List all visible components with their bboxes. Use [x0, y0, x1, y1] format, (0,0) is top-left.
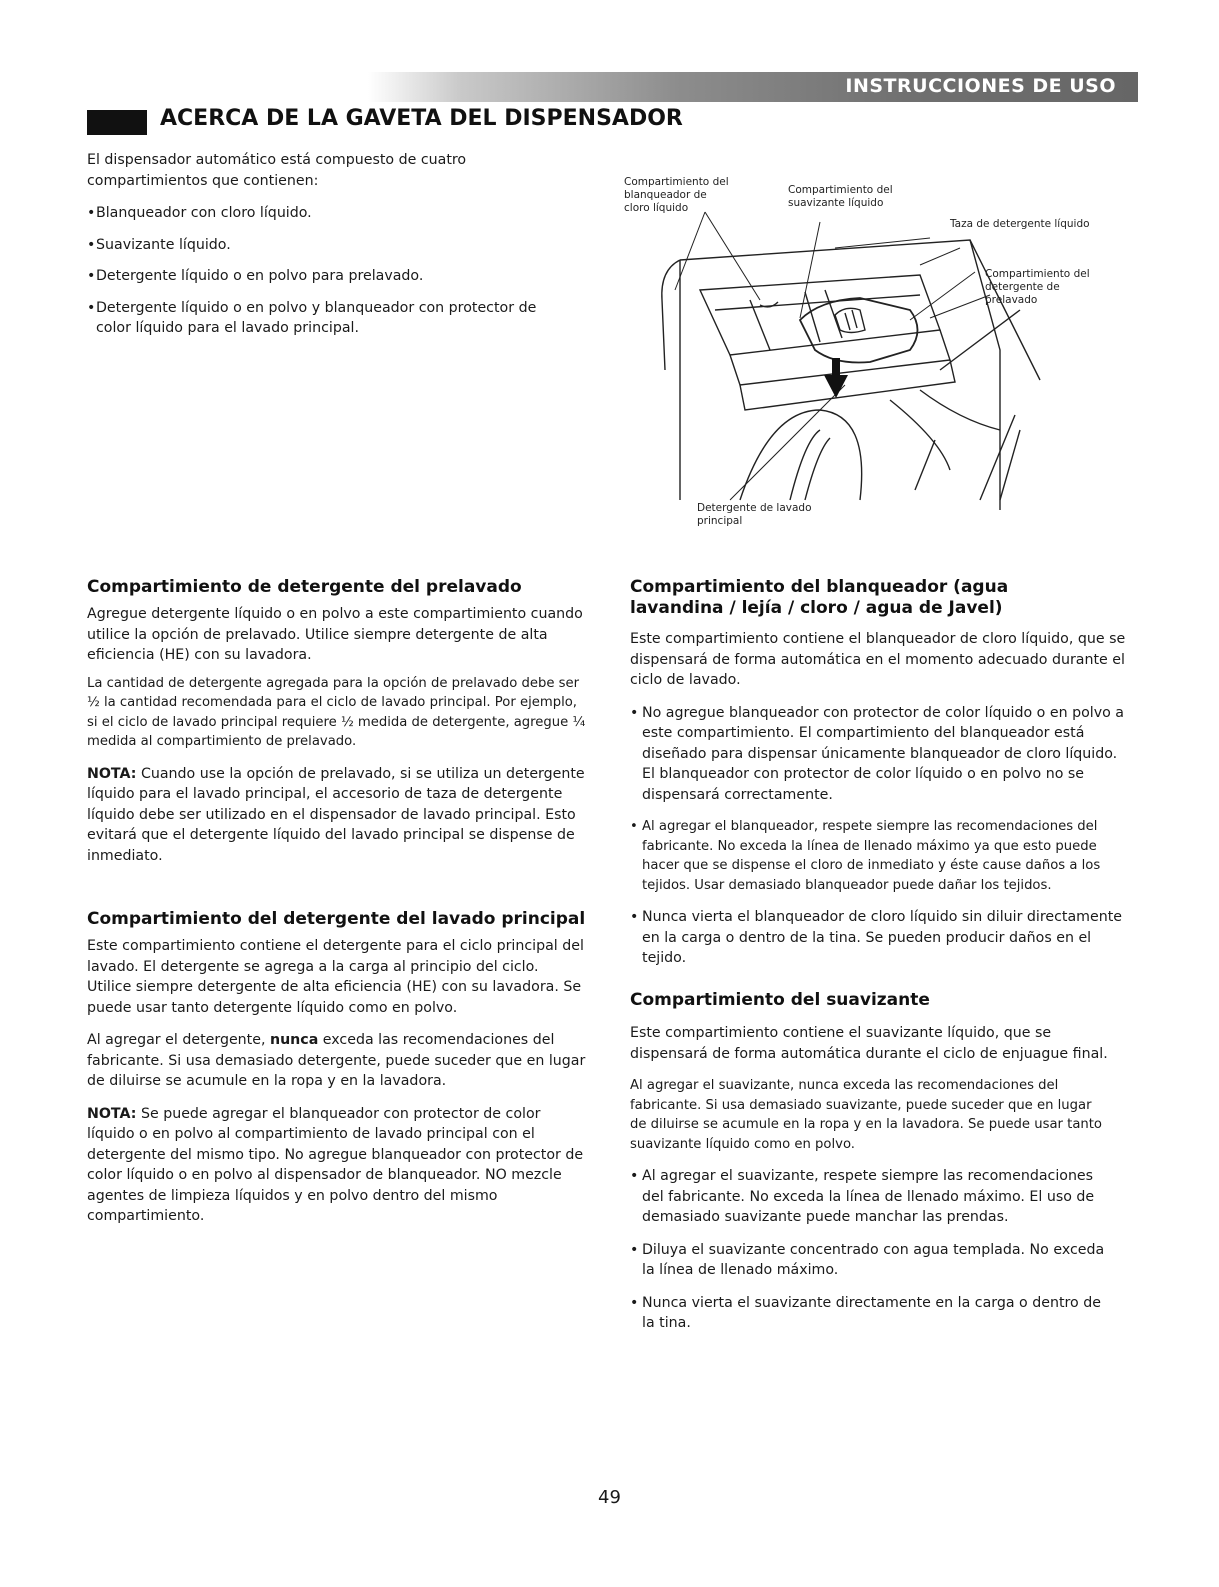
list-item: • Nunca vierta el blanqueador de cloro líquido sin diluir directamente en la carga o dentro de la tina. Se pueden producir daños en el tejido.: [630, 907, 1130, 969]
prewash-section: [87, 577, 587, 874]
list-item: • Al agregar el suavizante, respete siempre las recomendaciones del fabricante. No exceda la línea de llenado máximo. El uso de demasiado suavizante puede manchar las prendas.: [630, 1166, 1110, 1228]
down-arrow-icon: [824, 358, 848, 398]
softener-list: [630, 1166, 1110, 1334]
list-item: • Detergente líquido o en polvo para prelavado.: [87, 266, 507, 287]
main-wash-paragraph: Este compartimiento contiene el detergente para el ciclo principal del lavado. El detergente se agrega a la carga al principio del ciclo. Utilice siempre detergente de alta eficiencia (HE) con su lavadora. Se puede usar tanto detergente líquido como en polvo.: [87, 938, 584, 1016]
text-run: exceda las recomendaciones del fabricante. Si usa demasiado detergente, puede suceder que en lugar de diluirse se acumule en la ropa y en la lavadora.: [87, 1032, 586, 1089]
prewash-paragraph: La cantidad de detergente agregada para la opción de prelavado debe ser ½ la cantidad recomendada para el ciclo de lavado principal. Por ejemplo, si el ciclo de lavado principal requiere ½ medida de detergente, agregue ¼ medida al compartimiento de prelavado.: [87, 675, 586, 749]
label-main-wash-detergent: Detergente de lavado principal: [697, 502, 812, 527]
list-item: • Detergente líquido o en polvo y blanqueador con protector de color líquido para el lavado principal.: [87, 298, 566, 339]
softener-paragraph: Al agregar el suavizante, nunca exceda las recomendaciones del fabricante. Si usa demasiado suavizante, puede suceder que en lugar de diluirse se acumule en la ropa y en la lavadora. Se puede usar tanto suavizante líquido como en polvo.: [630, 1078, 1103, 1152]
note-text: Cuando use la opción de prelavado, si se utiliza un detergente líquido para el lavado principal, el accesorio de taza de detergente líquido debe ser utilizado en el dispensador de lavado principal. Esto evitará que el detergente líquido del lavado principal se dispense de inmediato.: [87, 765, 585, 864]
main-wash-section: [87, 909, 587, 1235]
emphasis-text: nunca: [269, 1032, 319, 1048]
list-item: • Suavizante líquido.: [87, 235, 507, 256]
list-item: • Al agregar el blanqueador, respete siempre las recomendaciones del fabricante. No exceda la línea de llenado máximo ya que esto puede hacer que se dispense el cloro de inmediato y éste cause daños a los tejidos. Usar demasiado blanqueador puede dañar los tejidos.: [630, 817, 1130, 895]
softener-paragraph: Este compartimiento contiene el suavizante líquido, que se dispensará de forma automática durante el ciclo de enjuague final.: [630, 1025, 1108, 1062]
list-item: • Diluya el suavizante concentrado con agua templada. No exceda la línea de llenado máximo.: [630, 1240, 1110, 1281]
section-header-bar: [368, 72, 1138, 102]
dispenser-drawer-figure: [620, 170, 1140, 540]
prewash-heading: Compartimiento de detergente del prelavado: [87, 577, 522, 597]
list-item: • Blanqueador con cloro líquido.: [87, 203, 507, 224]
prewash-paragraph: Agregue detergente líquido o en polvo a este compartimiento cuando utilice la opción de prelavado. Utilice siempre detergente de alta eficiencia (HE) con su lavadora.: [87, 606, 583, 663]
label-bleach-compartment: Compartimiento del blanqueador de cloro líquido: [624, 176, 729, 214]
note-label: NOTA:: [87, 765, 137, 782]
page-number: 49: [598, 1487, 621, 1508]
bleach-heading: Compartimiento del blanqueador (agua lavandina / lejía / cloro / agua de Javel): [630, 577, 1009, 618]
title-marker-block: [87, 110, 147, 135]
note-label: NOTA:: [87, 1105, 137, 1122]
prewash-note: [87, 764, 587, 867]
intro-section: [87, 150, 537, 350]
intro-list: [87, 203, 537, 339]
bleach-paragraph: Este compartimiento contiene el blanqueador de cloro líquido, que se dispensará de forma automática en el momento adecuado durante el ciclo de lavado.: [630, 631, 1126, 688]
note-text: Se puede agregar el blanqueador con protector de color líquido o en polvo al compartimiento de lavado principal con el detergente del mismo tipo. No agregue blanqueador con protector de color líquido o en polvo al dispensador de blanqueador. NO mezcle agentes de limpieza líquidos y en polvo dentro del mismo compartimiento.: [87, 1105, 584, 1224]
page-title: ACERCA DE LA GAVETA DEL DISPENSADOR: [160, 106, 683, 131]
main-wash-paragraph: [87, 1030, 587, 1092]
section-label: INSTRUCCIONES DE USO: [845, 75, 1116, 97]
label-softener-compartment: Compartimiento del suavizante líquido: [788, 184, 893, 209]
intro-text: El dispensador automático está compuesto de cuatro compartimientos que contienen:: [87, 152, 467, 189]
bleach-list: [630, 703, 1130, 969]
label-detergent-cup: Taza de detergente líquido: [950, 218, 1090, 230]
softener-section: [630, 990, 1110, 1340]
label-prewash-compartment: Compartimiento del detergente de prelavado: [985, 268, 1090, 306]
list-item: • No agregue blanqueador con protector de color líquido o en polvo a este compartimiento. El compartimiento del blanqueador está diseñado para dispensar únicamente blanqueador de cloro líquido. El blanqueador con protector de color líquido o en polvo no se dispensará correctamente.: [630, 703, 1130, 806]
main-wash-note: [87, 1104, 587, 1227]
bleach-section: [630, 577, 1130, 975]
main-wash-heading: Compartimiento del detergente del lavado principal: [87, 909, 586, 929]
text-run: Al agregar el detergente,: [87, 1032, 270, 1048]
softener-heading: Compartimiento del suavizante: [630, 990, 930, 1010]
list-item: • Nunca vierta el suavizante directamente en la carga o dentro de la tina.: [630, 1293, 1110, 1334]
